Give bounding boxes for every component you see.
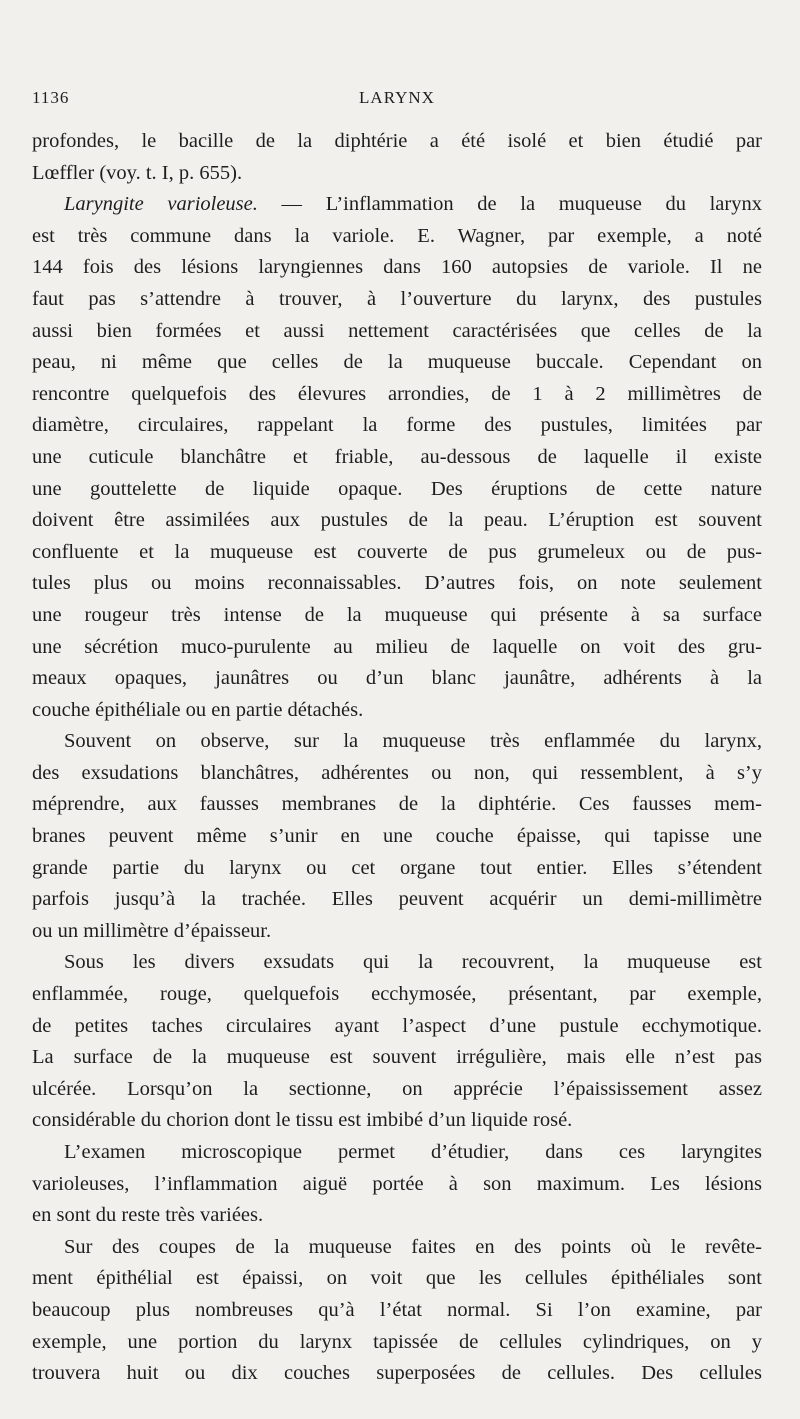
line-text: Souvent on observe, sur la muqueuse très enflammée du larynx, (64, 730, 762, 753)
text-line (32, 410, 762, 442)
line-text: diamètre, circulaires, rappelant la forme des pustules, limitées par (32, 414, 762, 437)
line-text: 144 fois des lésions laryngiennes dans 160 autopsies de variole. Il ne (32, 256, 762, 279)
text-line (32, 1327, 762, 1359)
line-text: une rougeur très intense de la muqueuse qui présente à sa surface (32, 603, 762, 626)
text-line (32, 316, 762, 348)
text-line (32, 1042, 762, 1074)
line-text: ou un millimètre d’épaisseur. (32, 919, 272, 942)
text-line (32, 1232, 762, 1264)
line-text: peau, ni même que celles de la muqueuse buccale. Cependant on (32, 351, 762, 374)
line-text: confluente et la muqueuse est couverte de pus grumeleux ou de pus- (32, 540, 762, 563)
text-line (32, 1358, 762, 1390)
line-text: beaucoup plus nombreuses qu’à l’état normal. Si l’on examine, par (32, 1298, 762, 1321)
line-text: est très commune dans la variole. E. Wagner, par exemple, a noté (32, 224, 762, 247)
line-text: ment épithélial est épaissi, on voit que les cellules épithéliales sont (32, 1267, 762, 1290)
line-text: meaux opaques, jaunâtres ou d’un blanc jaunâtre, adhérents à la (32, 667, 762, 690)
line-text: Lœffler (voy. t. I, p. 655). (32, 161, 243, 184)
line-text: grande partie du larynx ou cet organe tout entier. Elles s’étendent (32, 856, 762, 879)
line-text: La surface de la muqueuse est souvent irrégulière, mais elle n’est pas (32, 1046, 762, 1069)
text-line (32, 947, 762, 979)
text-line (32, 916, 762, 948)
text-line (32, 474, 762, 506)
line-text: couche épithéliale ou en partie détachés. (32, 698, 364, 721)
line-text: exemple, une portion du larynx tapissée de cellules cylindriques, on y (32, 1330, 762, 1353)
text-line (32, 663, 762, 695)
text-line (32, 1137, 762, 1169)
text-line (32, 126, 762, 158)
text-line (32, 1074, 762, 1106)
text-line (32, 505, 762, 537)
text-line (32, 442, 762, 474)
line-text: une sécrétion muco-purulente au milieu de laquelle on voit des gru- (32, 635, 762, 658)
line-text: — L’inflammation de la muqueuse du larynx (257, 193, 762, 216)
running-title: LARYNX (359, 88, 435, 107)
line-text: profondes, le bacille de la diphtérie a été isolé et bien étudié par (32, 130, 762, 152)
line-text: branes peuvent même s’unir en une couche épaisse, qui tapisse une (32, 825, 762, 848)
line-text: parfois jusqu’à la trachée. Elles peuvent acquérir un demi-millimètre (32, 888, 762, 911)
text-line (32, 600, 762, 632)
line-text: Sous les divers exsudats qui la recouvrent, la muqueuse est (64, 951, 762, 974)
line-text: trouvera huit ou dix couches superposées de cellules. Des cellules (32, 1362, 762, 1385)
line-text: Sur des coupes de la muqueuse faites en des points où le revête- (64, 1235, 762, 1258)
line-text: tules plus ou moins reconnaissables. D’autres fois, on note seulement (32, 572, 762, 595)
text-line (32, 284, 762, 316)
line-text: enflammée, rouge, quelquefois ecchymosée, présentant, par exemple, (32, 983, 762, 1006)
body-text (32, 126, 762, 1390)
line-text: en sont du reste très variées. (32, 1204, 264, 1227)
page-number: 1136 (32, 88, 70, 107)
text-line (32, 189, 762, 221)
text-line (32, 632, 762, 664)
text-line (32, 1295, 762, 1327)
text-line (32, 1263, 762, 1295)
line-text: considérable du chorion dont le tissu est imbibé d’un liquide rosé. (32, 1109, 573, 1132)
text-line (32, 789, 762, 821)
text-line (32, 695, 762, 727)
line-text: méprendre, aux fausses membranes de la diphtérie. Ces fausses mem- (32, 793, 762, 816)
line-text: ulcérée. Lorsqu’on la sectionne, on apprécie l’épaississement assez (32, 1077, 762, 1100)
text-line (32, 1200, 762, 1232)
line-text: rencontre quelquefois des élevures arrondies, de 1 à 2 millimètres de (32, 382, 762, 405)
text-line (32, 379, 762, 411)
line-text: doivent être assimilées aux pustules de la peau. L’éruption est souvent (32, 509, 762, 532)
text-line (32, 758, 762, 790)
text-line (32, 853, 762, 885)
section-heading: Laryngite varioleuse. (64, 193, 258, 216)
text-line (32, 884, 762, 916)
text-line (32, 221, 762, 253)
text-line (32, 537, 762, 569)
text-line (32, 726, 762, 758)
line-text: faut pas s’attendre à trouver, à l’ouverture du larynx, des pustules (32, 287, 762, 310)
text-line (32, 568, 762, 600)
text-line (32, 979, 762, 1011)
line-text: une cuticule blanchâtre et friable, au-dessous de laquelle il existe (32, 445, 762, 468)
line-text: une gouttelette de liquide opaque. Des éruptions de cette nature (32, 477, 762, 500)
line-text: L’examen microscopique permet d’étudier, dans ces laryngites (64, 1141, 762, 1163)
text-line (32, 821, 762, 853)
text-line (32, 1011, 762, 1043)
line-text: aussi bien formées et aussi nettement caractérisées que celles de la (32, 319, 762, 342)
line-text: de petites taches circulaires ayant l’aspect d’une pustule ecchymotique. (32, 1014, 762, 1037)
text-line (32, 1169, 762, 1201)
text-line (32, 1105, 762, 1137)
text-line (32, 252, 762, 284)
text-line (32, 158, 762, 190)
running-header (32, 88, 762, 114)
line-text: varioleuses, l’inflammation aiguë portée à son maximum. Les lésions (32, 1172, 762, 1195)
text-line (32, 347, 762, 379)
line-text: des exsudations blanchâtres, adhérentes ou non, qui ressemblent, à s’y (32, 761, 762, 784)
